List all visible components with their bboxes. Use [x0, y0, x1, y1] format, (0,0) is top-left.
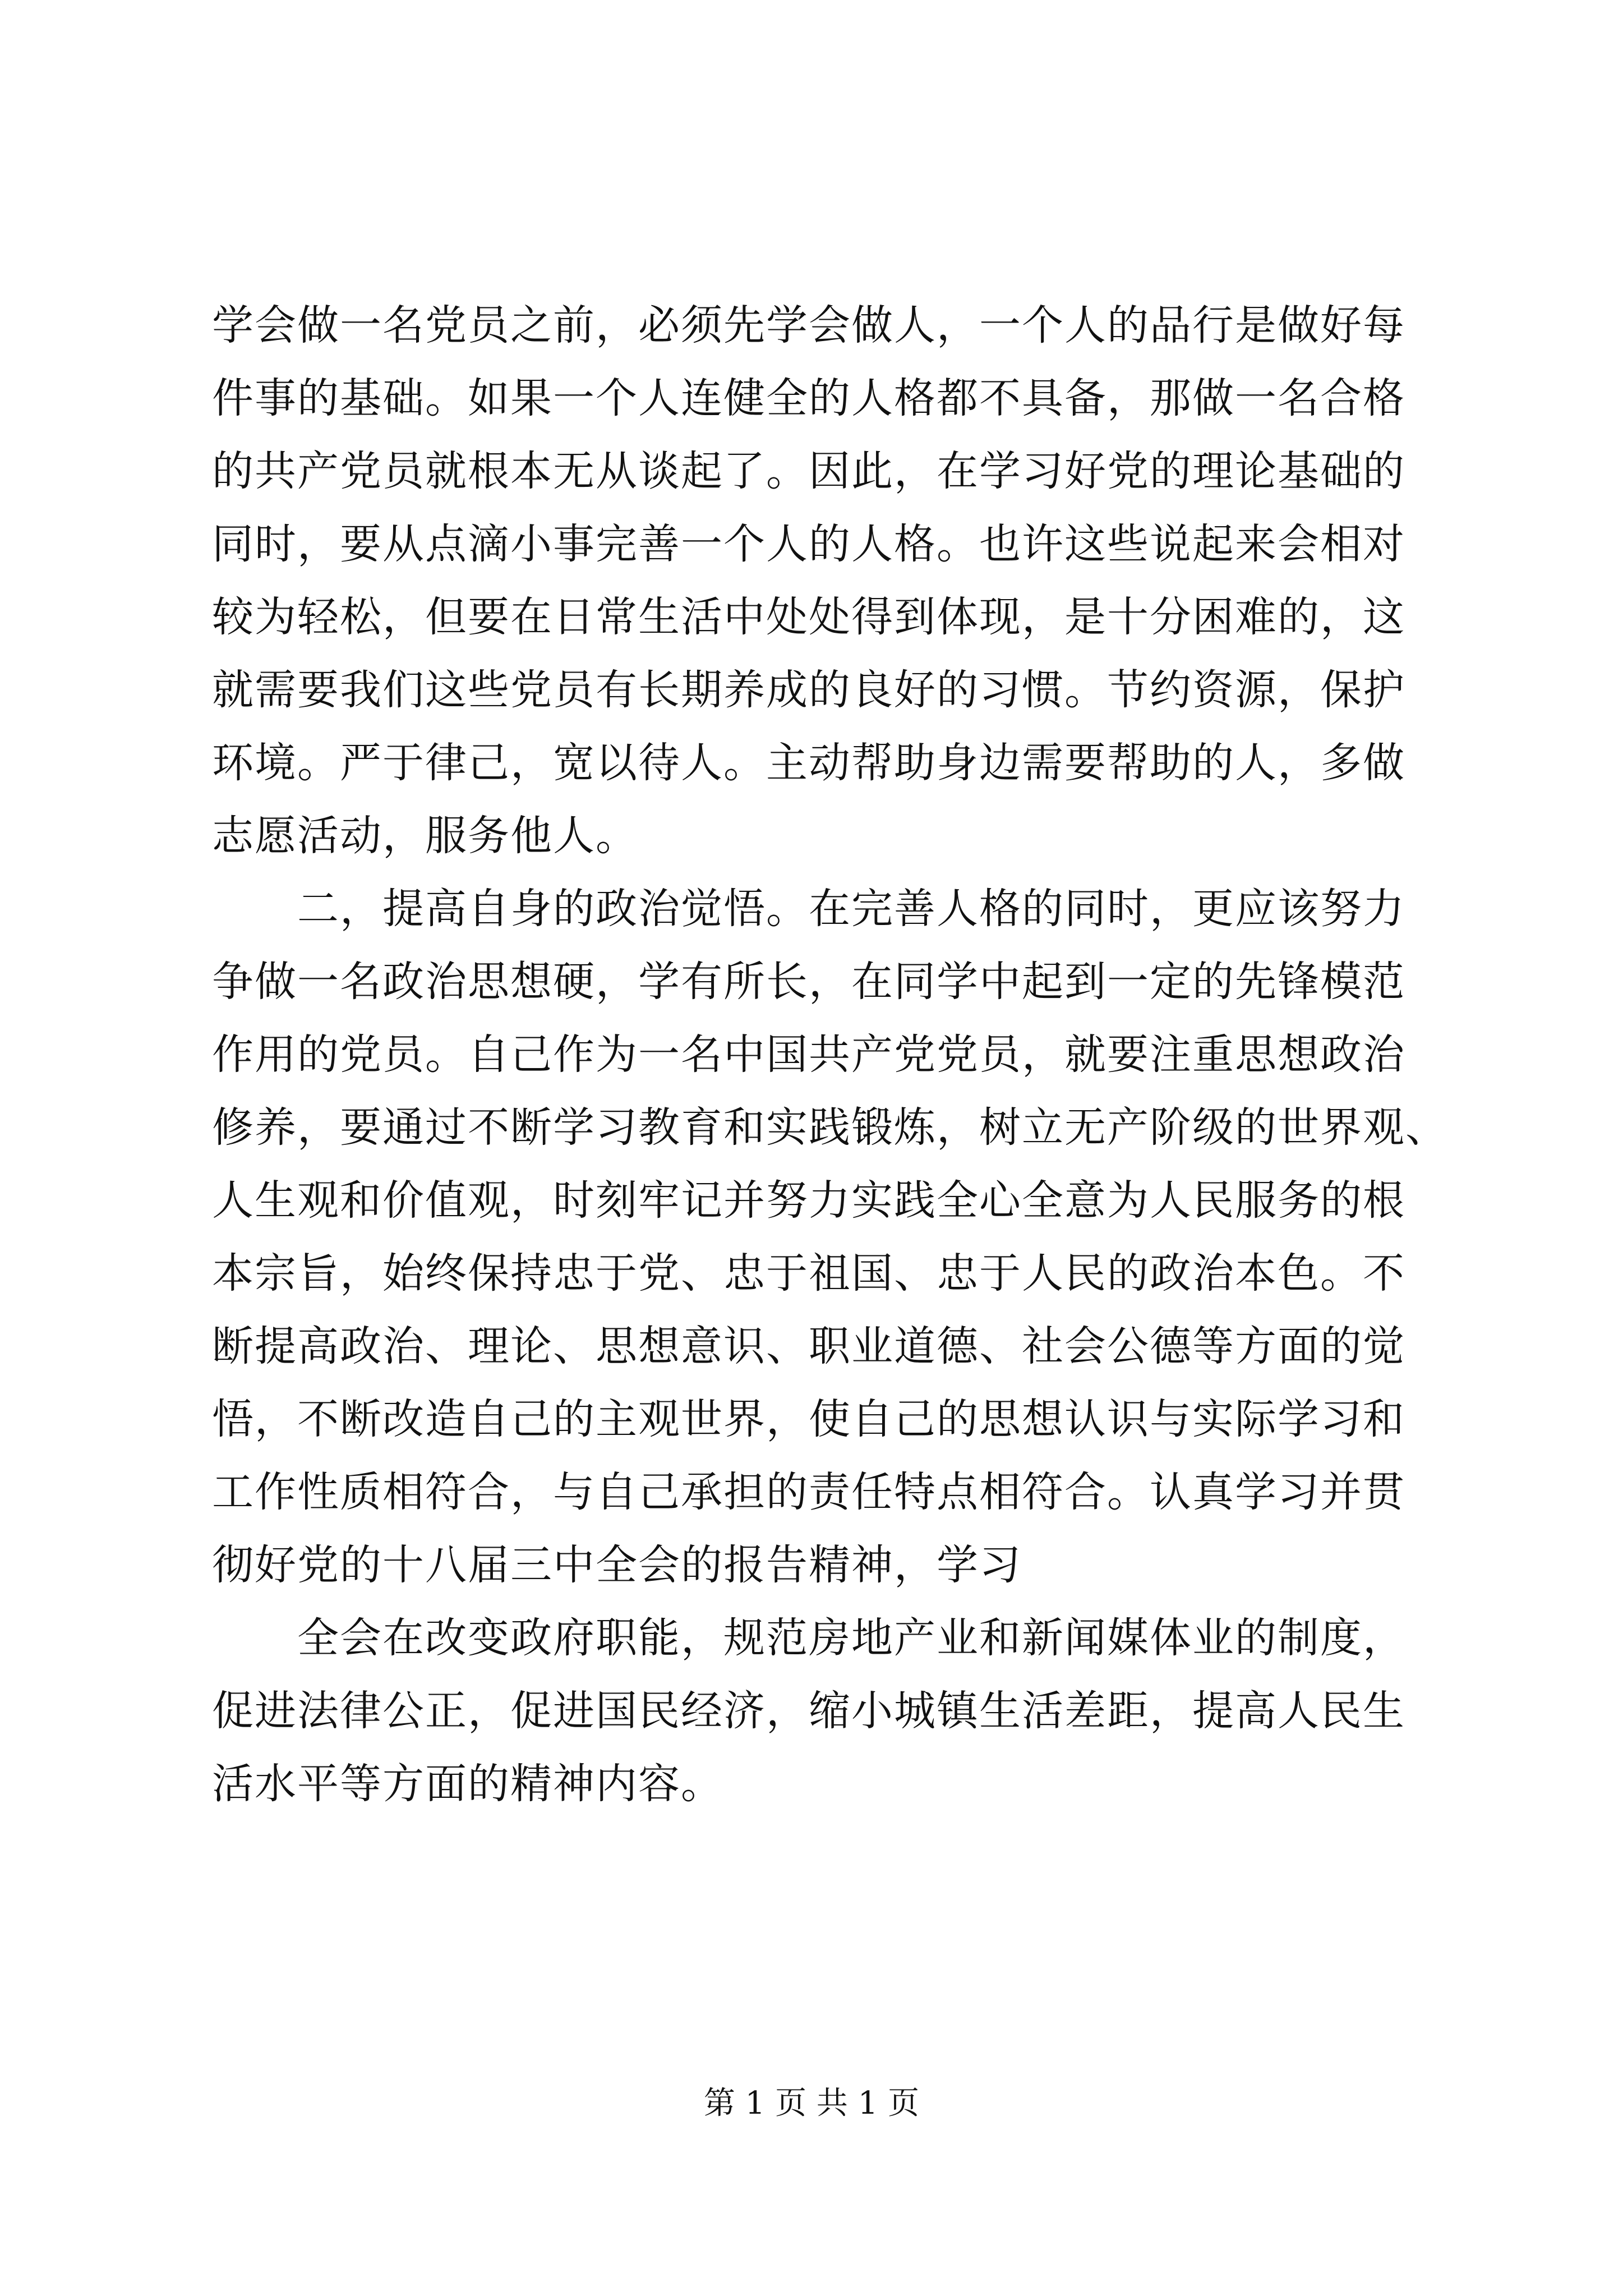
text-line: 志愿活动，服务他人。 [212, 812, 638, 860]
text-line: 人生观和价值观，时刻牢记并努力实践全心全意为人民服务的根 [212, 1176, 1405, 1225]
text-line: 活水平等方面的精神内容。 [212, 1760, 723, 1808]
text-line: 争做一名政治思想硬，学有所长，在同学中起到一定的先锋模范 [212, 958, 1405, 1006]
text-line: 同时，要从点滴小事完善一个人的人格。也许这些说起来会相对 [212, 520, 1405, 568]
text-line: 断提高政治、理论、思想意识、职业道德、社会公德等方面的觉 [212, 1322, 1405, 1370]
text-line: 全会在改变政府职能，规范房地产业和新闻媒体业的制度， [212, 1614, 1405, 1662]
text-line: 环境。严于律己，宽以待人。主动帮助身边需要帮助的人，多做 [212, 739, 1405, 787]
text-line: 的共产党员就根本无从谈起了。因此，在学习好党的理论基础的 [212, 447, 1405, 495]
text-line: 彻好党的十八届三中全会的报告精神，学习 [212, 1541, 1022, 1589]
text-line: 作用的党员。自己作为一名中国共产党党员，就要注重思想政治 [212, 1030, 1405, 1079]
text-line: 较为轻松，但要在日常生活中处处得到体现，是十分困难的，这 [212, 593, 1405, 641]
text-line: 二，提高自身的政治觉悟。在完善人格的同时，更应该努力 [212, 885, 1405, 933]
text-line: 学会做一名党员之前，必须先学会做人，一个人的品行是做好每 [212, 301, 1405, 349]
text-line: 件事的基础。如果一个人连健全的人格都不具备，那做一名合格 [212, 374, 1405, 422]
text-line: 工作性质相符合，与自己承担的责任特点相符合。认真学习并贯 [212, 1468, 1405, 1516]
text-line: 促进法律公正，促进国民经济，缩小城镇生活差距，提高人民生 [212, 1687, 1405, 1735]
text-line: 悟，不断改造自己的主观世界，使自己的思想认识与实际学习和 [212, 1395, 1405, 1443]
body-text [212, 289, 1448, 1820]
text-line: 就需要我们这些党员有长期养成的良好的习惯。节约资源，保护 [212, 666, 1405, 714]
text-line: 修养，要通过不断学习教育和实践锻炼，树立无产阶级的世界观、 [212, 1103, 1448, 1152]
page-number-footer: 第 1 页 共 1 页 [703, 2085, 920, 2122]
text-line: 本宗旨，始终保持忠于党、忠于祖国、忠于人民的政治本色。不 [212, 1249, 1405, 1297]
